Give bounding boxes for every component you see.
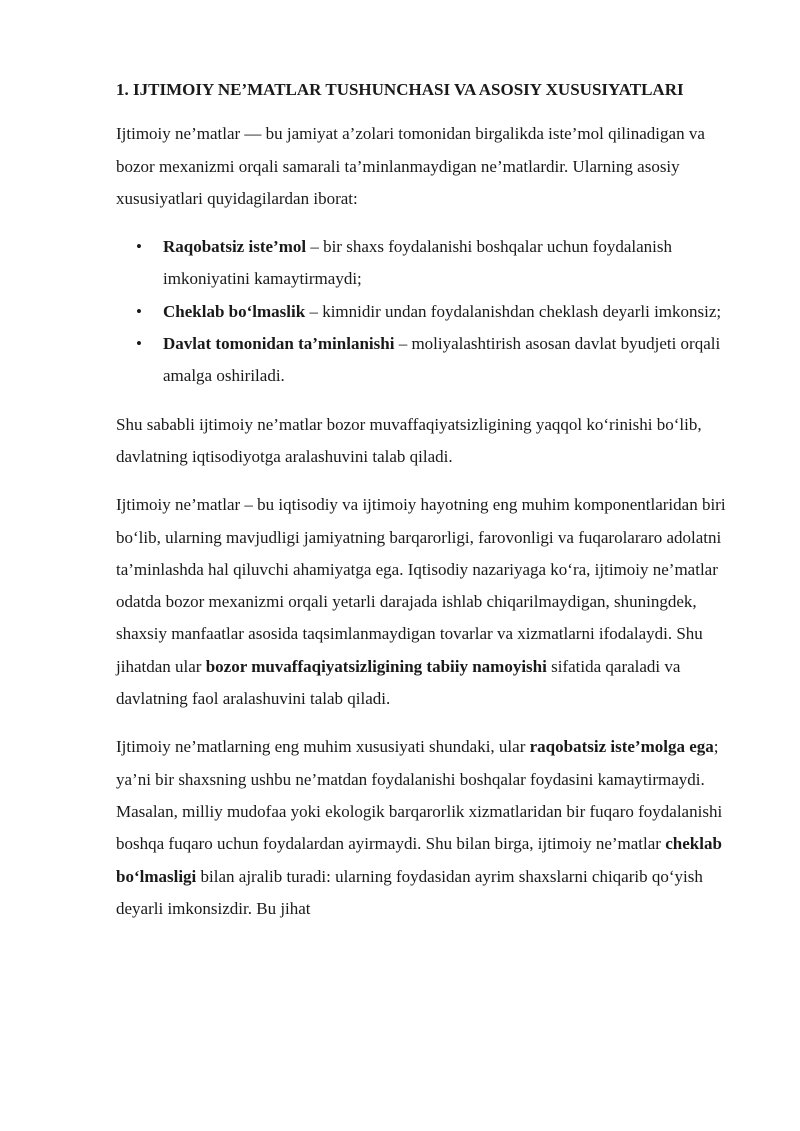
paragraph-4: Ijtimoiy ne’matlarning eng muhim xususiyati shundaki, ular raqobatsiz iste’molga ega; ya’ni bir shaxsning ushbu ne’matdan foydalanishi boshqalar foydasini kamaytirmaydi. Masalan, milliy mudofaa yoki ekologik barqarorlik xizmatlaridan bir fuqaro foydalanishi boshqa fuqaro uchun foydalardan ayirmaydi. Shu bilan birga, ijtimoiy ne’matlar cheklab bo‘lmasligi bilan ajralib turadi: ularning foydasidan ayrim shaxslarni chiqarib qo‘yish deyarli imkonsizdir. Bu jihat	[116, 737, 723, 918]
emphasis: cheklab bo‘lmasligi	[116, 834, 722, 886]
properties-list	[116, 231, 746, 392]
document-page	[116, 74, 746, 941]
list-item-text: – bir shaxs foydalanishi boshqalar uchun foydalanish imkoniyatini kamaytirmaydi;	[163, 237, 672, 289]
intro-paragraph: Ijtimoiy ne’matlar — bu jamiyat a’zolari tomonidan birgalikda iste’mol qilinadigan va bozor mexanizmi orqali samarali ta’minlanmaydigan ne’matlardir. Ularning asosiy xususiyatlari quyidagilardan iborat:	[116, 124, 705, 208]
paragraph-3: Ijtimoiy ne’matlar – bu iqtisodiy va ijtimoiy hayotning eng muhim komponentlaridan biri bo‘lib, ularning mavjudligi jamiyatning barqarorligi, farovonligi va fuqarolararo adolatni ta’minlashda hal qiluvchi ahamiyatga ega. Iqtisodiy nazariyaga ko‘ra, ijtimoiy ne’matlar odatda bozor mexanizmi orqali yetarli darajada ishlab chiqarilmaydigan, shuningdek, shaxsiy manfaatlar asosida taqsimlanmaydigan tovarlar va xizmatlarni ifodalaydi. Shu jihatdan ular bozor muvaffaqiyatsizligining tabiiy namoyishi sifatida qaraladi va davlatning faol aralashuvini talab qiladi.	[116, 495, 726, 709]
list-item-term: Raqobatsiz iste’mol	[163, 237, 307, 257]
list-item-text: – kimnidir undan foydalanishdan cheklash deyarli imkonsiz;	[305, 301, 722, 321]
list-item	[116, 296, 746, 328]
list-item-term: Davlat tomonidan ta’minlanishi	[163, 334, 395, 354]
list-item-text: – moliyalashtirish asosan davlat byudjeti orqali amalga oshiriladi.	[163, 334, 721, 386]
list-item	[116, 231, 746, 296]
section-heading: 1. IJTIMOIY NE’MATLAR TUSHUNCHASI VA ASOSIY XUSUSIYATLARI	[116, 80, 684, 99]
emphasis: bozor muvaffaqiyatsizligining tabiiy namoyishi	[205, 656, 547, 676]
list-item	[116, 328, 746, 393]
emphasis: raqobatsiz iste’molga ega	[529, 737, 714, 757]
list-item-term: Cheklab bo‘lmaslik	[163, 301, 306, 321]
paragraph-2: Shu sababli ijtimoiy ne’matlar bozor muvaffaqiyatsizligining yaqqol ko‘rinishi bo‘lib, davlatning iqtisodiyotga aralashuvini talab qiladi.	[116, 414, 702, 466]
